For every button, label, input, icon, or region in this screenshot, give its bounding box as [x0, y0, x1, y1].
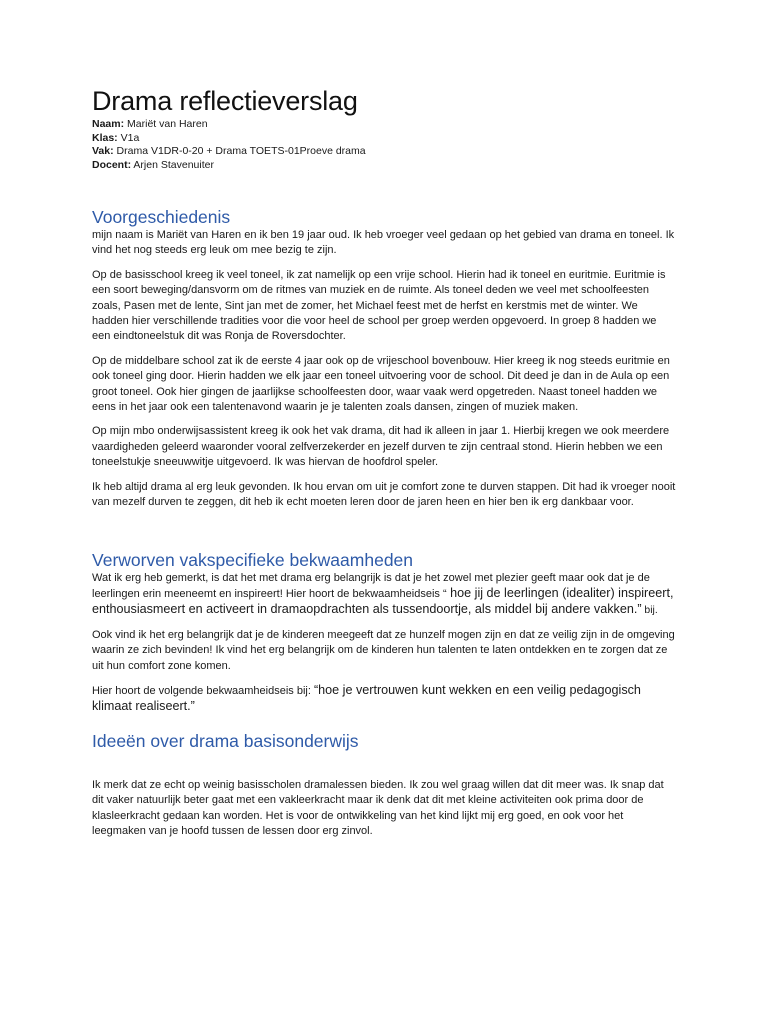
- paragraph-text: bij.: [641, 605, 658, 617]
- paragraph: [92, 571, 676, 619]
- section-heading-voorgeschiedenis: Voorgeschiedenis: [92, 207, 231, 227]
- meta-course: [92, 145, 676, 159]
- paragraph-text: Wat ik erg heb gemerkt, is dat het met drama erg belangrijk is dat je het zowel met plezier geeft maar ook dat je de leerlingen erin meeneemt en inspireert! Hier hoort de bekwaamheidseis “: [92, 571, 650, 600]
- meta-value: V1a: [117, 131, 140, 144]
- paragraph: Ik merk dat ze echt op weinig basisscholen dramalessen bieden. Ik zou wel graag willen dat dit meer was. Ik snap dat dit vaker natuurlijk beter gaat met een vakleerkracht maar ik denk dat dit met kleine activiteiten ook prima door de klasleerkracht gedaan kan worden. Het is voor de ontwikkeling van het kind lijkt mij erg goed, en ook voor het leegmaken van je hoofd tussen de lessen door erg zinvol.: [92, 778, 664, 837]
- paragraph: mijn naam is Mariët van Haren en ik ben 19 jaar oud. Ik heb vroeger veel gedaan op het gebied van drama en toneel. Ik vind het nog steeds erg leuk om mee bezig te zijn.: [92, 229, 675, 257]
- meta-key: Docent:: [92, 158, 132, 171]
- competency-quote: “hoe je vertrouwen kunt wekken en een veilig pedagogisch klimaat realiseert.”: [92, 682, 641, 714]
- paragraph: Op mijn mbo onderwijsassistent kreeg ik ook het vak drama, dit had ik alleen in jaar 1. Hierbij kregen we ook meerdere vaardigheden geleerd waaronder vooral zelfverzekerder en jezelf durven te zijn centraal stond. Hierin hebben we een toneelstukje sneeuwwitje uitgevoerd. Ik was hiervan de hoofdrol speler.: [92, 425, 670, 469]
- section-heading-bekwaamheden: Verworven vakspecifieke bekwaamheden: [92, 549, 414, 570]
- document-title: Drama reflectieverslag: [92, 86, 358, 116]
- meta-value: Mariët van Haren: [124, 118, 208, 130]
- paragraph: [92, 683, 676, 716]
- meta-name: [92, 118, 676, 132]
- paragraph: Op de middelbare school zat ik de eerste 4 jaar ook op de vrijeschool bovenbouw. Hier kreeg ik nog steeds euritmie en ook toneel ging door. Hierin hadden we elk jaar een toneel uitvoering voor de school. Dit deed je dan in de Aula op een groot toneel. Ook hier gingen de jaarlijkse schoolfeesten door, waar vaak werd opgetreden. Naast toneel hadden we eens in het jaar ook een talentenavond waarin je je talenten zoals dansen, zingen of muziek maken.: [92, 354, 670, 414]
- paragraph: Ook vind ik het erg belangrijk dat je de kinderen meegeeft dat ze hunzelf mogen zijn en dat ze veilig zijn in de omgeving waarin ze zich bevinden! Ik vind het erg belangrijk om de kinderen hun talenten te laten ontdekken en te zorgen dat ze uit hun comfort zone komen.: [92, 628, 675, 672]
- meta-key: Klas:: [92, 131, 118, 144]
- section-heading-ideeen: Ideeën over drama basisonderwijs: [92, 730, 359, 751]
- paragraph: Op de basisschool kreeg ik veel toneel, ik zat namelijk op een vrije school. Hierin had ik toneel en euritmie. Euritmie is een soort beweging/dansvorm om de ritmes van muziek en de ruimte. Als toneel deden we veel met schoolfeesten zoals, Pasen met de lente, Sint jan met de zomer, het Michael feest met de herfst en kerstmis met de winter. We hadden hier verschillende tradities voor die voor heel de school per groep werden opgevoerd. In groep 8 hadden we een eindtoneelstuk dit was Ronja de Roversdochter.: [92, 268, 666, 343]
- paragraph: Ik heb altijd drama al erg leuk gevonden. Ik hou ervan om uit je comfort zone te durven stappen. Dit had ik vroeger nooit van mezelf durven te zeggen, dit heb ik echt moeten leren door de jaren heen en hier ben ik erg dankbaar voor.: [92, 480, 676, 509]
- paragraph-text: Hier hoort de volgende bekwaamheidseis bij:: [92, 684, 314, 697]
- meta-key: Vak:: [92, 145, 114, 157]
- meta-class: [92, 132, 676, 146]
- meta-teacher: [92, 159, 676, 173]
- competency-quote: hoe jij de leerlingen (idealiter) inspireert, enthousiasmeert en activeert in dramaopdrachten als tussendoortje, als middel bij andere vakken.”: [92, 585, 674, 617]
- meta-key: Naam:: [92, 118, 125, 130]
- document-meta: [92, 118, 676, 172]
- meta-value: Drama V1DR-0-20 + Drama TOETS-01Proeve drama: [113, 145, 366, 157]
- meta-value: Arjen Stavenuiter: [131, 158, 214, 171]
